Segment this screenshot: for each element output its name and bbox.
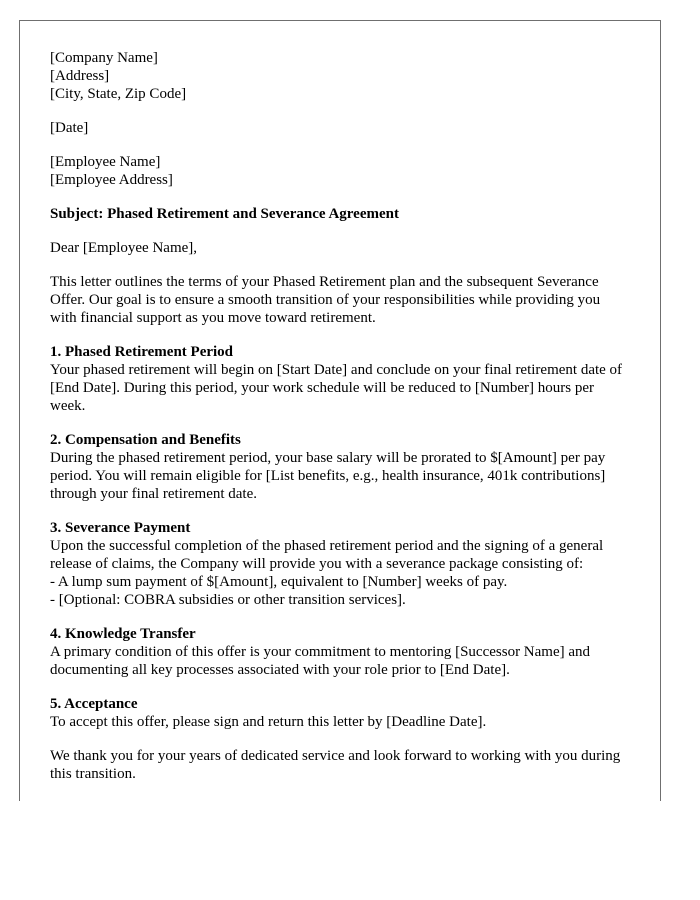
section-knowledge-transfer — [50, 625, 630, 679]
subject-line: Subject: Phased Retirement and Severance Agreement — [50, 206, 399, 222]
section-text: To accept this offer, please sign and return this letter by [Deadline Date]. — [50, 714, 487, 730]
salutation: Dear [Employee Name], — [50, 240, 198, 256]
date-block — [50, 119, 630, 137]
section-text: A primary condition of this offer is your commitment to mentoring [Successor Name] and documenting all key processes associated with your role prior to [End Date]. — [50, 644, 591, 678]
intro-paragraph: This letter outlines the terms of your Phased Retirement plan and the subsequent Severance Offer. Our goal is to ensure a smooth transition of your responsibilities while providing you with financial support as you move toward retirement. — [50, 274, 601, 326]
employee-name: [Employee Name] — [50, 154, 161, 170]
employee-address: [Employee Address] — [50, 172, 173, 188]
letter-content — [50, 49, 630, 799]
intro-block — [50, 273, 630, 327]
section-text: During the phased retirement period, your base salary will be prorated to $[Amount] per pay period. You will remain eligible for [List benefits, e.g., health insurance, 401k contributions] through your final retirement date. — [50, 450, 606, 502]
closing-paragraph: We thank you for your years of dedicated service and look forward to working with you during this transition. — [50, 748, 621, 782]
section-acceptance — [50, 695, 630, 731]
section-phased-retirement-period — [50, 343, 630, 415]
company-name: [Company Name] — [50, 50, 158, 66]
section-title: 1. Phased Retirement Period — [50, 344, 234, 360]
subject-block — [50, 205, 630, 223]
section-title: 5. Acceptance — [50, 696, 138, 712]
section-severance-payment — [50, 519, 630, 609]
recipient-block — [50, 153, 630, 189]
section-title: 2. Compensation and Benefits — [50, 432, 241, 448]
list-item: - [Optional: COBRA subsidies or other transition services]. — [50, 592, 406, 608]
section-text: Your phased retirement will begin on [Start Date] and conclude on your final retirement date of [End Date]. During this period, your work schedule will be reduced to [Number] hours per week. — [50, 362, 623, 414]
company-city-state-zip: [City, State, Zip Code] — [50, 86, 187, 102]
sender-block — [50, 49, 630, 103]
closing-block — [50, 747, 630, 783]
list-item: - A lump sum payment of $[Amount], equivalent to [Number] weeks of pay. — [50, 574, 508, 590]
letter-page — [19, 20, 661, 801]
section-compensation-benefits — [50, 431, 630, 503]
section-title: 4. Knowledge Transfer — [50, 626, 196, 642]
salutation-block — [50, 239, 630, 257]
letter-date: [Date] — [50, 120, 89, 136]
section-text: Upon the successful completion of the phased retirement period and the signing of a general release of claims, the Company will provide you with a severance package consisting of: — [50, 538, 604, 572]
section-title: 3. Severance Payment — [50, 520, 191, 536]
company-address: [Address] — [50, 68, 110, 84]
